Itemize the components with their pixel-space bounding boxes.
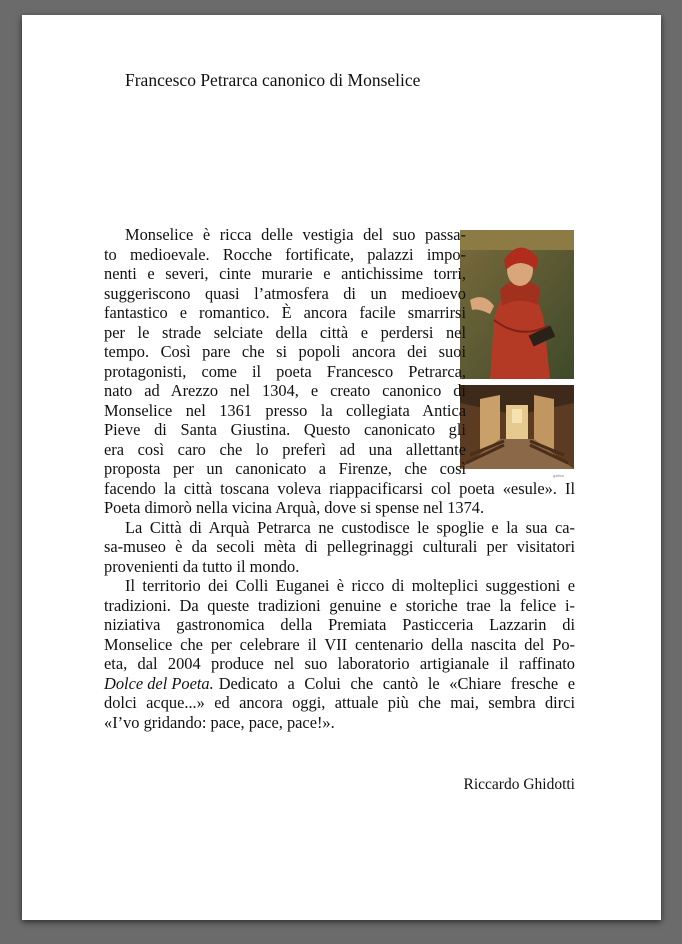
body-line: dolci acque...» ed ancora oggi, attuale più che mai, sembra dirci (104, 693, 575, 712)
body-line: fantastico e romantico. È ancora facile smarrirsi (104, 303, 466, 322)
body-line: «I’vo gridando: pace, pace, pace!». (104, 712, 335, 732)
page-title: Francesco Petrarca canonico di Monselice (125, 70, 421, 90)
body-line: proposta per un canonicato a Firenze, che così (104, 459, 466, 478)
body-line: La Città di Arquà Petrarca ne custodisce le spoglie e la sua ca- (125, 517, 575, 537)
body-line: sa-museo è da secoli mèta di pellegrinaggi culturali per visitatori (104, 537, 575, 556)
body-line-with-italic (104, 674, 575, 694)
body-line: to medioevale. Rocche fortificate, palazzi impo- (104, 244, 466, 264)
body-line: per le strade selciate della città e perdersi nel (104, 322, 466, 342)
document-page (22, 15, 661, 920)
image-caption: gatton (553, 473, 565, 478)
petrarca-portrait-image (460, 230, 574, 379)
body-line: Monselice che per celebrare il VII centenario della nascita del Po- (104, 634, 575, 654)
body-line: niziativa gastronomica della Premiata Pasticceria Lazzarin di (104, 615, 575, 634)
body-line: Dedicato a Colui che cantò le «Chiare fresche e (218, 673, 575, 693)
church-interior-image (460, 385, 574, 469)
body-line: Monselice è ricca delle vestigia del suo passa- (125, 225, 466, 244)
body-line: protagonisti, come il poeta Francesco Petrarca, (104, 361, 466, 381)
body-line: nato ad Arezzo nel 1304, e creato canonico di (104, 381, 466, 400)
body-line: nenti e severi, cinte murarie e antichissime torri, (104, 264, 466, 283)
body-line: Pieve di Santa Giustina. Questo canonicato gli (104, 420, 466, 439)
body-line: provenienti da tutto il mondo. (104, 556, 300, 576)
body-line: tempo. Così pare che si popoli ancora dei suoi (104, 342, 466, 361)
body-line: suggeriscono quasi l’atmosfera di un medioevo (104, 283, 466, 303)
body-line: eta, dal 2004 produce nel suo laboratorio artigianale il raffinato (104, 654, 575, 673)
body-line: Poeta dimorò nella vicina Arquà, dove si spense nel 1374. (104, 498, 485, 517)
body-line: era così caro che lo preferì ad una allettante (104, 439, 466, 459)
body-line: facendo la città toscana voleva riappacificarsi col poeta «esule». Il (104, 478, 575, 498)
author-signature: Riccardo Ghidotti (463, 776, 575, 793)
body-line: Monselice nel 1361 presso la collegiata Antica (104, 400, 466, 420)
body-line: Il territorio dei Colli Euganei è ricco di molteplici suggestioni e (125, 576, 575, 595)
body-line: tradizioni. Da queste tradizioni genuine e storiche trae la felice i- (104, 595, 575, 615)
italic-phrase: Dolce del Poeta. (104, 673, 214, 693)
